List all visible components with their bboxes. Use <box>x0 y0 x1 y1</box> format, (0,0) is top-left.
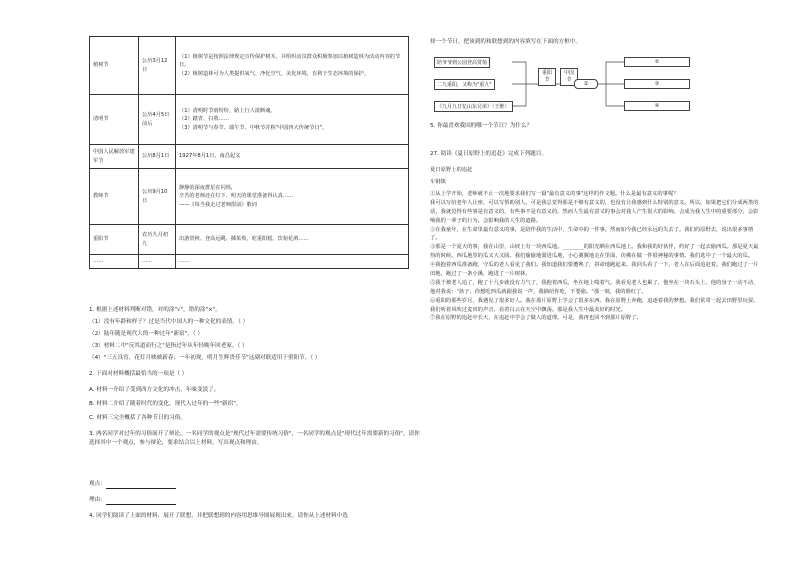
question-4: 4. 同学们阅读了上面的材料，展开了联想，并把联想到的内容用思维导图展现出来。请你从上述材料中选 <box>89 513 348 519</box>
festival-date: 公历4月5日前后 <box>139 95 176 145</box>
mind-map-left-3: 《九月九日忆山东兄弟》（王维） <box>434 101 513 112</box>
question-2-b: B. 材料二介绍了随着时代的变化，现代人过年的一些"新宿"。 <box>89 401 242 407</box>
article-paragraph: ④我抱着西瓜准备跑，守瓜的老人看见了我们。我知道我们要遭殃了，拼命地跑起来。我回头看了一下，老人在后面追赶着。我们跑过了一片田地，跑过了一条小溪，跑进了一片树林。 <box>430 262 759 278</box>
table-row <box>90 145 409 169</box>
festival-content-line: （2）踏青、扫墓…… <box>179 116 229 123</box>
article-paragraph: 我可以写给老年人让座，可以写帮助别人。可是我总觉得那是不够有意义的，也没有让我感到什么特别的意义。所以，如果把它们分成两类的话，我就觉得有些事是有意义的，有些事不是有意义的。然而人生最有意义的事会对我人产生很大的影响。会成为我人生中的重要部分，会影响我的一辈子的行为。会影响我的人生的道路。 <box>430 199 759 224</box>
festival-content-line: （3）清明节与春节、端午节、中秋节并称"中国四大传统节日"。 <box>179 124 328 131</box>
question-1-2: （2）陆年随是现代人的一种过年"新宿"。（ ） <box>89 331 203 337</box>
festival-date: …… <box>139 255 176 269</box>
festival-date: 公历3月12日 <box>139 37 176 95</box>
festival-content <box>176 37 409 95</box>
table-row <box>90 255 409 269</box>
festival-content-line: …… <box>179 258 190 265</box>
article-paragraph: ③那是一个夏天的事，我在山里，山坡上有一块西瓜地。________的阳光晒在西瓜地上。我和我的好伙伴，约好了一起去偷西瓜。那是夏天最热的时候。西瓜地里的瓜又大又圆。我们偷偷地溜进瓜地，小心翼翼地走在里面，仿佛在做一件很神秘的事情。我们选中了一个最大的瓜。 <box>430 244 759 260</box>
festival-content <box>176 145 409 169</box>
mind-map-right-3[interactable]: ③ <box>624 79 690 89</box>
festival-content <box>176 95 409 145</box>
festival-date: 公历8月1日 <box>139 145 176 169</box>
mind-map-left-2: 二九重阳，又称为"重九" <box>434 79 495 90</box>
question-2: 2. 下面对材料概括最恰当的一项是（ ） <box>89 371 188 377</box>
question-5: 5. 你最喜欢我国的哪一个节日？为什么？ <box>430 123 533 129</box>
question-3-reason <box>89 496 424 505</box>
reason-answer-blank[interactable] <box>106 498 176 505</box>
article-paragraph: ①从上学开始，老师就不止一次地要求我们写一篇"最有意义的事"这样的作文题。什么是最有意义的事呢？ <box>430 191 679 197</box>
question-3-view <box>89 480 424 489</box>
festival-name: 重阳节 <box>90 225 139 255</box>
festival-content <box>176 225 409 255</box>
festival-name: 教师节 <box>90 169 139 225</box>
article-body <box>430 190 760 520</box>
table-row <box>90 169 409 225</box>
festival-content-line: （1）植树节是按照法律规定宣传保护树木，并组织动员群众积极参加以植树造林为活动内容的节日。 <box>179 54 401 69</box>
question-2-a: A. 材料一介绍了受到西方文化的冲击，年味变淡了。 <box>89 387 220 393</box>
mind-map-center-china: 中国节 <box>560 68 578 86</box>
festival-name: 中国人民解放军建军节 <box>90 145 139 169</box>
article-paragraph: ②在我童年，在生命里最有意义的事，是陪伴我的生活中，生命中的一件事。然而如今我已经永远的失去了。我们的原野去，说出很多事情了。 <box>430 226 754 242</box>
festival-date: 公历9月10日 <box>139 169 176 225</box>
reason-label: 理由： <box>89 497 106 503</box>
question-27: 27. 阅读《夏日原野上的追赶》完成下列题目。 <box>430 151 547 157</box>
festival-content-line: 出游赏秋、登高远眺、插茱萸、吃重阳糕、饮菊花酒…… <box>179 236 309 243</box>
festival-content <box>176 169 409 225</box>
question-2-c: C. 材料三完全概括了各种节日的习俗。 <box>89 415 186 421</box>
festival-name: …… <box>90 255 139 269</box>
festival-content-line: 辛苦的老师还在灯下，明天的课堂准备得认真…… <box>179 193 294 200</box>
question-1-1: （1）没有年龄和样子？过是当代中国人的一种文化的表情。（ ） <box>89 319 249 325</box>
festival-date: 农历九月初九 <box>139 225 176 255</box>
article-paragraph: ⑤我于被老人追了，跑了十几步就没有力气了，我抱着西瓜，坐在地上喘着气。我看见老人也累了，他坐在一块石头上。他的身子一动不动，他对我说："孩子，你想吃西瓜就跟我说一声，我摘给你吃，不要偷。"那一刻，我的脸红了。 <box>430 279 759 295</box>
festival-content-line: （1）清明时节雨纷纷，路上行人欲断魂。 <box>179 108 276 115</box>
table-row <box>90 95 409 145</box>
question-1-4: （4）"三五良宵，花灯月映映新春；一年初现，明月生辉贵佳节"这副对联适用于重阳节。（ ） <box>89 355 321 361</box>
article-title: 夏日原野上的追赶 <box>430 167 473 173</box>
table-row <box>90 37 409 95</box>
festival-content <box>176 255 409 269</box>
festival-content-line: 静静的深夜群星在闪烁， <box>179 185 237 192</box>
question-1-3: （3）材料二中"反其道而行之"是指过年从年轻晚年回老家。（ ） <box>89 343 248 349</box>
mind-map-right-2[interactable]: ② <box>624 57 690 67</box>
question-1: 1. 根据上述材料判断对错，对的涂"√"，错的涂"×"。 <box>89 307 221 313</box>
mind-map-right-4[interactable]: ④ <box>624 101 690 111</box>
festival-content-line: 1927年8月1日，南昌起义 <box>179 153 241 160</box>
festival-name: 植树节 <box>90 37 139 95</box>
view-answer-blank[interactable] <box>106 482 176 489</box>
mind-map-node-1: ① <box>574 79 598 89</box>
mind-map-left-1: 陪爷爷到公园登高赏菊 <box>434 57 490 68</box>
festival-table-wrap <box>89 36 409 269</box>
table-row <box>90 225 409 255</box>
festival-content-line: （2）植树造林可为人类提供氧气、净化空气、美化环境，有利于生态环境的保护。 <box>179 70 370 77</box>
article-paragraph: ⑦我在原野的追赶中长大，在追赶中学会了做人的道理。可是，我再也回不到那片原野了。 <box>430 315 642 322</box>
mind-map-center-festival: 重阳节 <box>538 68 556 86</box>
festival-content-line: ——《每当我走过老师窗前》歌词 <box>179 201 257 208</box>
festival-table <box>89 36 409 269</box>
mind-map <box>434 54 714 116</box>
question-4-continued: 择一个节日，把该到的和联想到的内容填写在下面的方框中。 <box>430 39 582 45</box>
question-3: 3. 两名同学对过年的习俗展开了辩论，一名同学的观点是"现代过年需要传统习俗"，一名同学的观点是"现代过年需要新的习俗"。请你选择其中一个观点，参与辩论，要求结合以上材料，写出观点和理由。 <box>89 431 420 446</box>
article-paragraph: ⑥重阳的那些岁月，我遇见了很多好人。我在那片原野上学会了很多东西。我在原野上奔跑，追逐着我的梦想。我们常常一起去田野里玩耍。我们听着风吹过麦田的声音，看着白云在天空中飘荡。那是我人生中最美好的时光。 <box>430 297 759 313</box>
article-author: 车钢镇 <box>430 179 446 185</box>
festival-name: 清明节 <box>90 95 139 145</box>
view-label: 观点： <box>89 481 106 487</box>
